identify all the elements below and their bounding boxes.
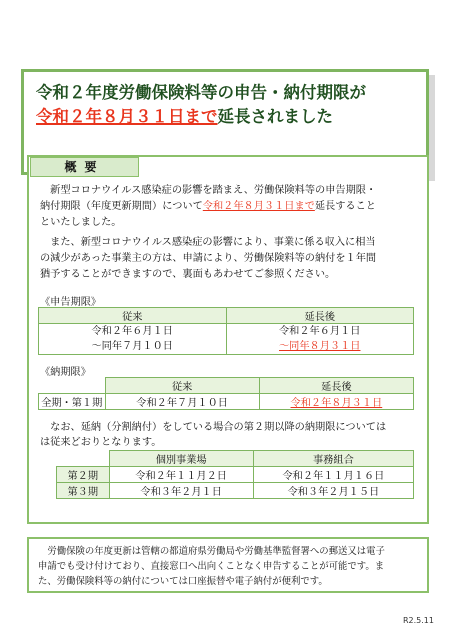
footer-line-2: 申請でも受け付けており、直接窓口へ出向くことなく申告することが可能です。ま bbox=[38, 561, 385, 572]
filing-before-cell bbox=[39, 324, 227, 355]
title-rest: 延長されました bbox=[217, 107, 333, 126]
summary-p1-deadline: 令和２年８月３１日まで bbox=[202, 201, 315, 212]
title-line-1: 令和２年度労働保険料等の申告・納付期限が bbox=[36, 83, 366, 102]
installment-individual: 令和３年２月１日 bbox=[109, 483, 253, 499]
filing-before-end: ～同年７月１０日 bbox=[91, 341, 173, 352]
footer-text bbox=[38, 544, 422, 589]
payment-header-after: 延長後 bbox=[259, 378, 413, 394]
installment-individual: 令和２年１１月２日 bbox=[109, 467, 253, 483]
installment-table bbox=[56, 450, 414, 499]
summary-p1-c: といたしました。 bbox=[40, 217, 122, 228]
summary-p1-a: 新型コロナウイルス感染症の影響を踏まえ、労働保険料等の申告期限・ bbox=[40, 185, 377, 196]
installment-association: 令和２年１１月１６日 bbox=[253, 467, 413, 483]
title-line-2 bbox=[36, 103, 416, 127]
installment-note-b: は従来どおりとなります。 bbox=[40, 437, 162, 448]
filing-header-after: 延長後 bbox=[226, 308, 414, 324]
filing-after-cell bbox=[226, 324, 414, 355]
filing-before-start: 令和２年６月１日 bbox=[91, 326, 173, 337]
installment-row-label: 第３期 bbox=[57, 483, 110, 499]
payment-section-title: 《納期限》 bbox=[40, 367, 91, 378]
table-row bbox=[57, 467, 414, 483]
payment-table bbox=[38, 377, 414, 410]
payment-before: 令和２年７月１０日 bbox=[105, 394, 259, 410]
footer-line-1: 労働保険の年度更新は管轄の都道府県労働局や労働基準監督署への郵送又は電子 bbox=[38, 546, 385, 557]
installment-header-individual: 個別事業場 bbox=[109, 451, 253, 467]
filing-after-end: ～同年８月３１日 bbox=[279, 341, 361, 352]
summary-p2-a: また、新型コロナウイルス感染症の影響により、事業に係る収入に相当 bbox=[40, 237, 376, 248]
document-reference: R2.5.11 bbox=[402, 616, 434, 625]
filing-table bbox=[38, 307, 414, 355]
payment-corner bbox=[39, 378, 106, 394]
title-deadline: 令和２年８月３１日まで bbox=[36, 107, 218, 126]
summary-p1-b1: 納付期限（年度更新期間）について bbox=[40, 201, 203, 212]
footer-line-3: た、労働保険料等の納付については口座振替や電子納付が便利です。 bbox=[38, 576, 328, 587]
payment-after: 令和２年８月３１日 bbox=[259, 394, 413, 410]
payment-header-before: 従来 bbox=[105, 378, 259, 394]
installment-note-a: なお、延納（分割納付）をしている場合の第２期以降の納期限については bbox=[40, 422, 387, 433]
installment-header-association: 事務組合 bbox=[253, 451, 413, 467]
summary-p1-b bbox=[40, 199, 416, 215]
installment-association: 令和３年２月１５日 bbox=[253, 483, 413, 499]
summary-heading: 概要 bbox=[30, 157, 139, 177]
payment-row-label: 全期・第１期 bbox=[39, 394, 106, 410]
filing-after-start: 令和２年６月１日 bbox=[279, 326, 361, 337]
installment-corner bbox=[57, 451, 110, 467]
summary-p2-b: の減少があった事業主の方は、申請により、労働保険料等の納付を１年間 bbox=[40, 253, 377, 264]
installment-row-label: 第２期 bbox=[57, 467, 110, 483]
summary-p1-b2: 延長すること bbox=[314, 201, 376, 212]
table-row bbox=[57, 483, 414, 499]
filing-header-before: 従来 bbox=[39, 308, 227, 324]
summary-p2-c: 猶予することができますので、裏面もあわせてご参照ください。 bbox=[40, 269, 336, 280]
filing-section-title: 《申告期限》 bbox=[40, 297, 102, 308]
